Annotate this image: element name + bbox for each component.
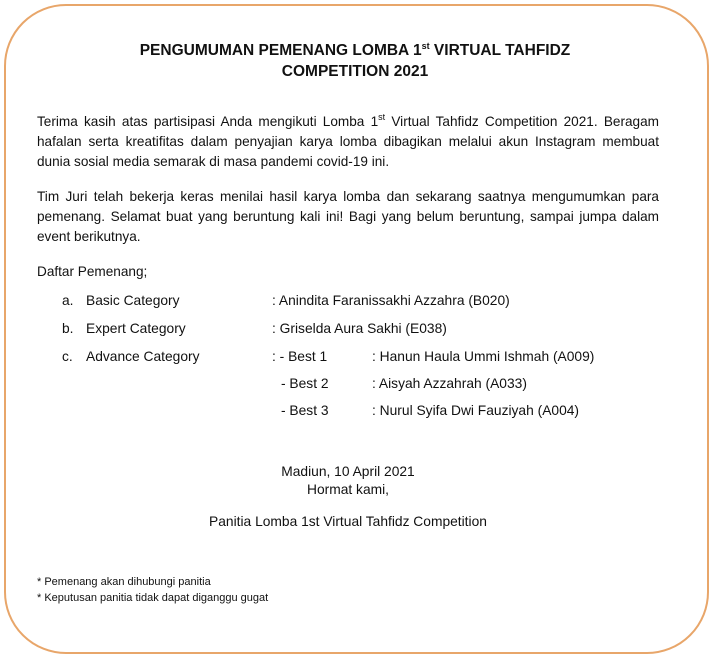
winners-heading: Daftar Pemenang; (37, 264, 148, 279)
winner-row-expert (0, 319, 720, 339)
list-marker: c. (62, 349, 73, 364)
regards: Hormat kami, (306, 482, 390, 497)
category-label: Advance Category (86, 349, 200, 364)
note-final-decision: * Keputusan panitia tidak dapat diganggu gugat (37, 592, 269, 604)
list-marker: a. (62, 293, 74, 308)
advance-best-2-row (0, 374, 720, 394)
category-label: Basic Category (86, 293, 180, 308)
intro-paragraph: Terima kasih atas partisipasi Anda mengikuti Lomba 1st Virtual Tahfidz Competition 2021. Beragam hafalan serta kreatifitas dalam penyajian karya lomba dibagikan melalui akun Instagram membuat dunia sosial media semarak di masa pandemi covid-19 ini. (37, 112, 659, 169)
rank-label: - Best 2 (281, 376, 329, 391)
winner-name: : Griselda Aura Sakhi (E038) (272, 321, 447, 336)
list-marker: b. (62, 321, 74, 336)
winner-name: : Aisyah Azzahrah (A033) (372, 376, 527, 391)
winner-name: : Nurul Syifa Dwi Fauziyah (A004) (372, 403, 580, 418)
title-line-1: PENGUMUMAN PEMENANG LOMBA 1st VIRTUAL TAHFIDZ (139, 41, 571, 59)
winner-name: : Anindita Faranissakhi Azzahra (B020) (272, 293, 510, 308)
category-label: Expert Category (86, 321, 186, 336)
rank-label: : - Best 1 (272, 349, 328, 364)
winner-name: : Hanun Haula Ummi Ishmah (A009) (372, 349, 595, 364)
title-line-2: COMPETITION 2021 (281, 63, 429, 80)
place-date: Madiun, 10 April 2021 (281, 464, 415, 479)
advance-best-3-row (0, 401, 720, 421)
winner-row-advance (0, 347, 720, 367)
winner-row-basic (0, 291, 720, 311)
note-contact: * Pemenang akan dihubungi panitia (37, 576, 211, 588)
announcement-title (60, 40, 650, 82)
jury-paragraph: Tim Juri telah bekerja keras menilai hasil karya lomba dan sekarang saatnya mengumumkan para pemenang. Selamat buat yang beruntung kali ini! Bagi yang belum beruntung, sampai jumpa dalam event berikutnya. (37, 189, 659, 244)
committee-signature: Panitia Lomba 1st Virtual Tahfidz Competition (209, 514, 487, 529)
rank-label: - Best 3 (281, 403, 329, 418)
